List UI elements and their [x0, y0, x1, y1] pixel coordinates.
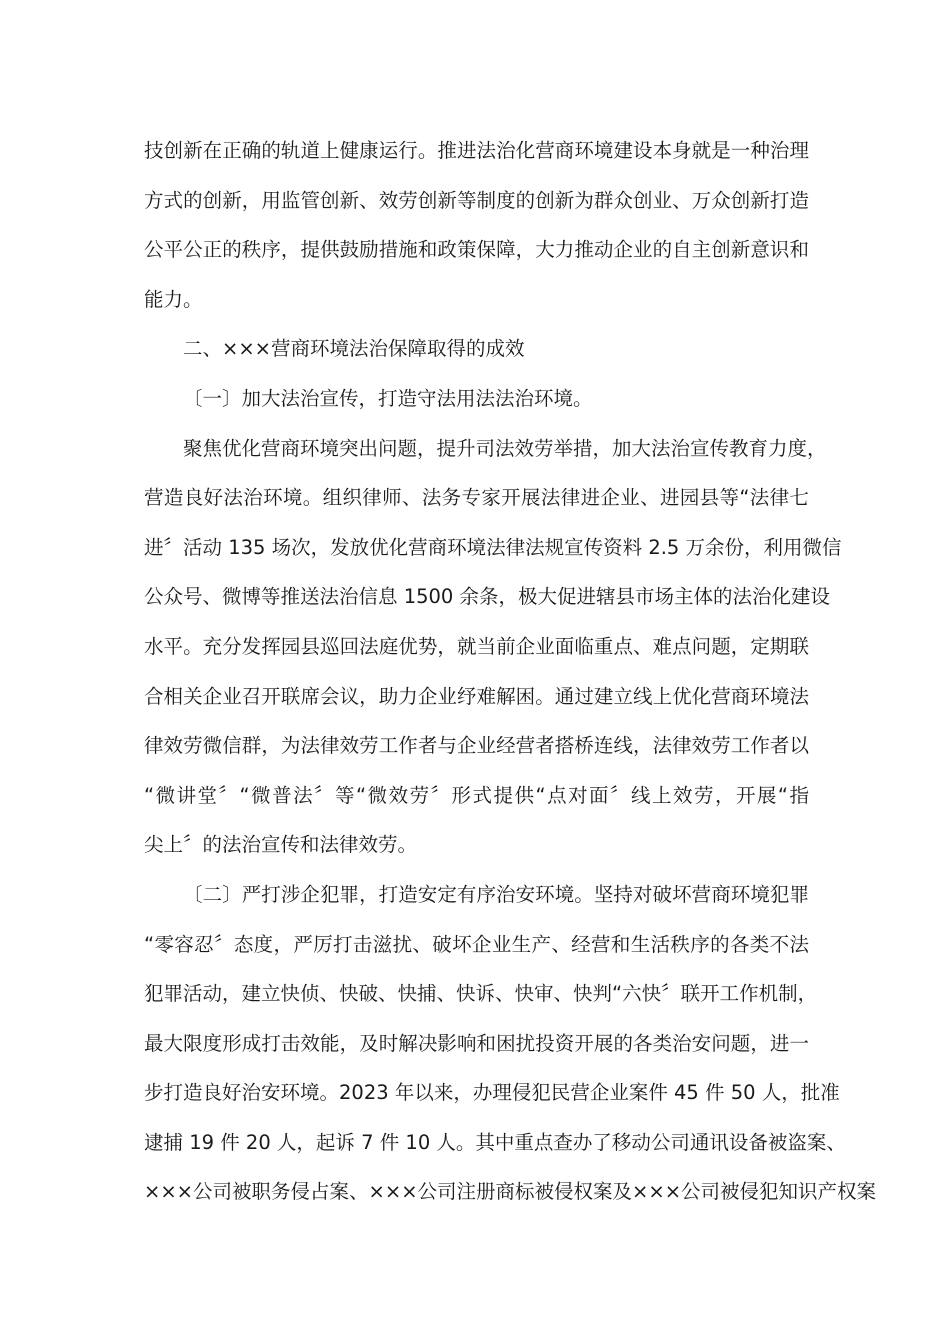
text-line: 公平公正的秩序，提供鼓励措施和政策保障，大力推动企业的自主创新意识和	[144, 238, 809, 262]
text-line: 尖上〞的法治宣传和法律效劳。	[144, 833, 418, 857]
section-heading	[144, 324, 809, 374]
text-line: 水平。充分发挥园县巡回法庭优势，就当前企业面临重点、难点问题，定期联	[144, 634, 809, 658]
paragraph-crime-crackdown	[144, 870, 877, 1217]
text-line: 方式的创新，用监管创新、效劳创新等制度的创新为群众创业、万众创新打造	[144, 188, 809, 212]
text-line: 〔二〕严打涉企犯罪，打造安定有序治安环境。坚持对破坏营商环境犯罪	[183, 882, 809, 906]
document-body	[144, 126, 877, 1217]
text-line: 进〞活动 135 场次，发放优化营商环境法律法规宣传资料 2.5 万余份，利用微信	[144, 535, 842, 559]
subsection-heading	[144, 374, 809, 424]
text-line: 聚焦优化营商环境突出问题，提升司法效劳举措，加大法治宣传教育力度，	[183, 436, 827, 460]
text-line: 技创新在正确的轨道上健康运行。推进法治化营商环境建设本身就是一种治理	[144, 139, 809, 162]
paragraph-continued	[144, 126, 809, 324]
text-line: ×××公司被职务侵占案、×××公司注册商标被侵权案及×××公司被侵犯知识产权案	[144, 1180, 877, 1204]
text-line: 能力。	[144, 287, 203, 311]
text-line: 最大限度形成打击效能，及时解决影响和困扰投资开展的各类治安问题，进一	[144, 1031, 809, 1055]
text-line: 律效劳微信群，为法律效劳工作者与企业经营者搭桥连线，法律效劳工作者以	[144, 734, 809, 758]
paragraph-legal-publicity	[144, 424, 842, 870]
text-line: 逮捕 19 件 20 人，起诉 7 件 10 人。其中重点查办了移动公司通讯设备被盗案、	[144, 1130, 846, 1154]
text-line: 合相关企业召开联席会议，助力企业纾难解困。通过建立线上优化营商环境法	[144, 684, 809, 708]
heading-text: 二、×××营商环境法治保障取得的成效	[183, 337, 525, 361]
text-line: “零容忍〞态度，严厉打击滋扰、破坏企业生产、经营和生活秩序的各类不法	[144, 932, 809, 956]
text-line: “微讲堂〞“微普法〞等“微效劳〞形式提供“点对面〞线上效劳，开展“指	[144, 783, 809, 807]
text-line: 公众号、微博等推送法治信息 1500 余条，极大促进辖县市场主体的法治化建设	[144, 585, 831, 609]
text-line: 步打造良好治安环境。2023 年以来，办理侵犯民营企业案件 45 件 50 人，批准	[144, 1081, 840, 1105]
text-line: 营造良好法治环境。组织律师、法务专家开展法律进企业、进园县等“法律七	[144, 486, 809, 510]
heading-text: 〔一〕加大法治宣传，打造守法用法法治环境。	[183, 386, 593, 410]
text-line: 犯罪活动，建立快侦、快破、快捕、快诉、快审、快判“六快〞联开工作机制，	[144, 982, 818, 1006]
